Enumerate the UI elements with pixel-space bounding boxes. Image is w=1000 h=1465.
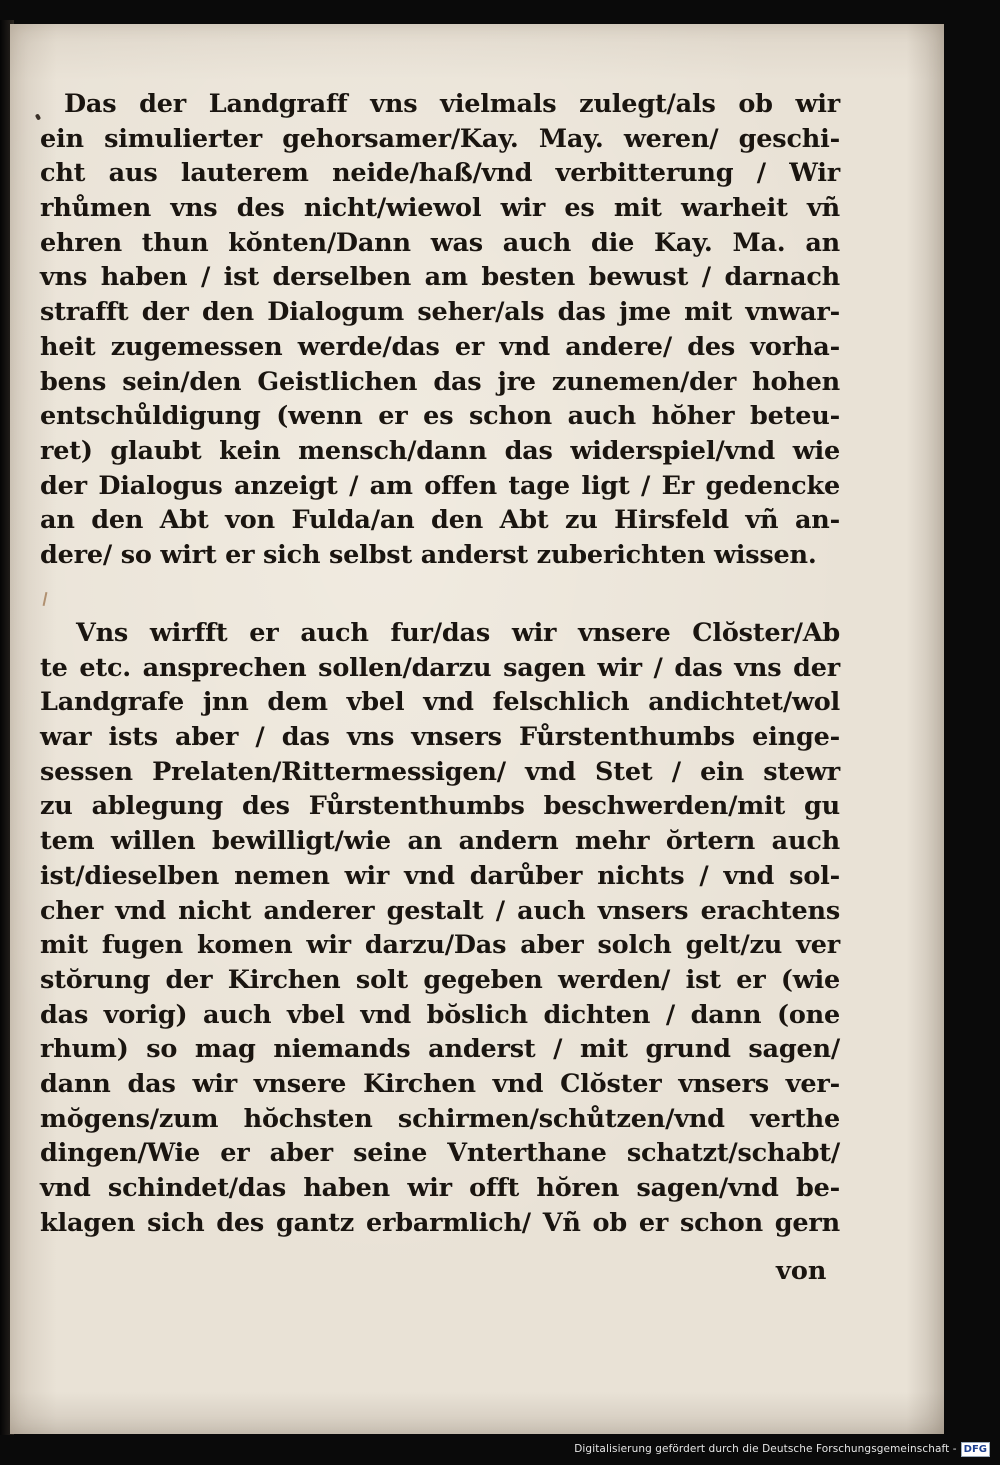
text-line: rhum) so mag niemands anderst / mit grund sagen/ <box>40 1034 840 1065</box>
text-line: zu ablegung des Fůrstenthumbs beschwerden/mit gu <box>40 791 840 822</box>
text-line: entschůldigung (wenn er es schon auch hŏher beteu- <box>40 401 840 432</box>
funding-credit: Digitalisierung gefördert durch die Deutsche Forschungsgemeinschaft - <box>574 1443 957 1455</box>
text-line: strafft der den Dialogum seher/als das jme mit vnwar- <box>40 297 840 328</box>
text-line: dere/ so wirt er sich selbst anderst zuberichten wissen. <box>40 539 817 570</box>
text-line: ehren thun kŏnten/Dann was auch die Kay. Ma. an <box>40 227 840 258</box>
text-line: ret) glaubt kein mensch/dann das widerspiel/vnd wie <box>40 435 840 466</box>
dfg-logo-icon: DFG <box>961 1442 990 1457</box>
text-line: tem willen bewilligt/wie an andern mehr ŏrtern auch <box>40 826 840 857</box>
text-line: vns haben / ist derselben am besten bewust / darnach <box>40 262 840 293</box>
text-line: der Dialogus anzeigt / am offen tage ligt / Er gedencke <box>40 470 840 501</box>
text-line: ein simulierter gehorsamer/Kay. May. weren/ geschi- <box>40 123 840 154</box>
paragraph-2 <box>40 616 840 1240</box>
text-line: ist/dieselben nemen wir vnd darůber nichts / vnd sol- <box>40 860 840 891</box>
text-line: war ists aber / das vns vnsers Fůrstenthumbs einge- <box>40 722 840 753</box>
text-line: dann das wir vnsere Kirchen vnd Clŏster vnsers ver- <box>40 1068 840 1099</box>
text-line: das vorig) auch vbel vnd bŏslich dichten / dann (one <box>40 999 840 1030</box>
text-line: mit fugen komen wir darzu/Das aber solch gelt/zu ver <box>40 930 840 961</box>
text-line: Vns wirfft er auch fur/das wir vnsere Clŏster/Ab <box>76 618 840 648</box>
text-line: stŏrung der Kirchen solt gegeben werden/ ist er (wie <box>40 964 840 995</box>
text-line: sessen Prelaten/Rittermessigen/ vnd Stet / ein stewr <box>40 756 840 787</box>
catchword: von <box>776 1256 827 1286</box>
text-line: bens sein/den Geistlichen das jre zunemen/der hohen <box>40 366 840 397</box>
book-page <box>10 24 944 1434</box>
text-line: klagen sich des gantz erbarmlich/ Vñ ob er schon gern <box>40 1207 840 1238</box>
text-line: heit zugemessen werde/das er vnd andere/ des vorha- <box>40 331 840 362</box>
paragraph-1 <box>40 87 840 573</box>
text-line: vnd schindet/das haben wir offt hŏren sagen/vnd be- <box>40 1173 840 1203</box>
paper-mark <box>43 592 48 606</box>
text-line: te etc. ansprechen sollen/darzu sagen wir / das vns der <box>40 652 840 683</box>
text-line: cht aus lauterem neide/haß/vnd verbitterung / Wir <box>40 158 840 189</box>
text-line: mŏgens/zum hŏchsten schirmen/schůtzen/vnd verthe <box>40 1103 840 1134</box>
text-line: cher vnd nicht anderer gestalt / auch vnsers erachtens <box>40 895 840 926</box>
digitization-footer <box>574 1441 990 1457</box>
text-line: rhůmen vns des nicht/wiewol wir es mit warheit vñ <box>40 193 840 224</box>
text-line: dingen/Wie er aber seine Vnterthane schatzt/schabt/ <box>40 1138 840 1169</box>
text-line: Landgrafe jnn dem vbel vnd felschlich andichtet/wol <box>40 687 840 718</box>
text-line: an den Abt von Fulda/an den Abt zu Hirsfeld vñ an- <box>40 505 840 536</box>
text-line: Das der Landgraff vns vielmals zulegt/als ob wir <box>64 89 840 119</box>
